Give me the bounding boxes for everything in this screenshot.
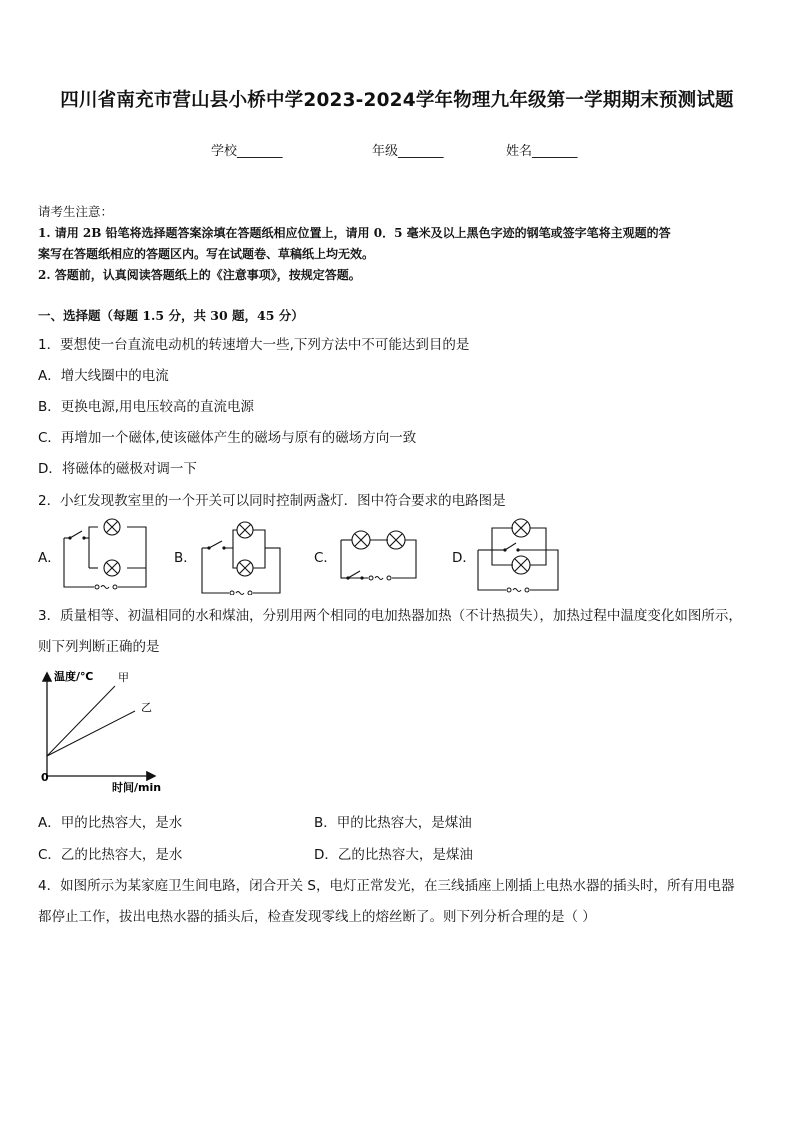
x-axis-label: 时间/min (112, 781, 162, 794)
q3-option-b: B．甲的比热容大，是煤油 (314, 815, 472, 831)
q1-option-d: D．将磁体的磁极对调一下 (38, 461, 197, 477)
notice-line-2: 2. 答题前，认真阅读答题纸上的《注意事项》，按规定答题。 (38, 268, 361, 282)
q1-option-a: A．增大线圈中的电流 (38, 368, 169, 384)
q1-option-c: C．再增加一个磁体,使该磁体产生的磁场与原有的磁场方向一致 (38, 430, 417, 446)
q2-stem: 2．小红发现教室里的一个开关可以同时控制两盏灯．图中符合要求的电路图是 (38, 493, 506, 509)
line-jia-label: 甲 (118, 671, 129, 684)
circuit-c (341, 531, 416, 578)
name-field: 姓名_______ (506, 144, 578, 159)
section-heading: 一、选择题（每题 1.5 分，共 30 题，45 分） (38, 308, 304, 323)
q2-circuits (0, 510, 794, 595)
q1-stem: 1．要想使一台直流电动机的转速增大一些,下列方法中不可能达到目的是 (38, 337, 470, 353)
notice-line-1b: 案写在答题纸相应的答题区内。写在试题卷、草稿纸上均无效。 (38, 247, 375, 261)
q4-stem-line-1: 4．如图所示为某家庭卫生间电路，闭合开关 S，电灯正常发光，在三线插座上刚插上电热水器的插头时，所有用电器 (38, 878, 735, 894)
q1-option-b: B．更换电源,用电压较高的直流电源 (38, 399, 255, 415)
q2-label-d: D． (452, 550, 476, 566)
q3-option-c: C．乙的比热容大，是水 (38, 847, 183, 863)
line-yi-label: 乙 (141, 701, 152, 714)
line-jia (47, 686, 115, 756)
notice-heading: 请考生注意： (38, 204, 114, 219)
line-yi (47, 711, 135, 756)
q2-label-a: A． (38, 550, 61, 566)
notice-line-1: 1. 请用 2B 铅笔将选择题答案涂填在答题纸相应位置上，请用 0．5 毫米及以上黑色字迹的钢笔或签字笔将主观题的答 (38, 226, 671, 240)
circuit-d (478, 519, 558, 590)
y-axis-label: 温度/℃ (54, 670, 94, 683)
circuit-b (202, 522, 280, 593)
q3-stem-line-2: 则下列判断正确的是 (38, 639, 160, 655)
q3-option-d: D．乙的比热容大，是煤油 (314, 847, 473, 863)
q2-label-c: C． (314, 550, 337, 566)
q4-stem-line-2: 都停止工作，拔出电热水器的插头后，检查发现零线上的熔丝断了。则下列分析合理的是（ ） (38, 909, 596, 925)
page-title: 四川省南充市营山县小桥中学2023-2024学年物理九年级第一学期期末预测试题 (60, 90, 734, 111)
q3-option-a: A．甲的比热容大，是水 (38, 815, 183, 831)
q3-stem-line-1: 3．质量相等、初温相同的水和煤油，分别用两个相同的电加热器加热（不计热损失），加热过程中温度变化如图所示， (38, 608, 742, 624)
q2-label-b: B． (174, 550, 197, 566)
q3-graph (30, 664, 180, 796)
origin-label: 0 (41, 771, 49, 784)
circuit-a (64, 519, 146, 587)
school-field: 学校_______ (211, 144, 283, 159)
grade-field: 年级_______ (372, 144, 444, 159)
